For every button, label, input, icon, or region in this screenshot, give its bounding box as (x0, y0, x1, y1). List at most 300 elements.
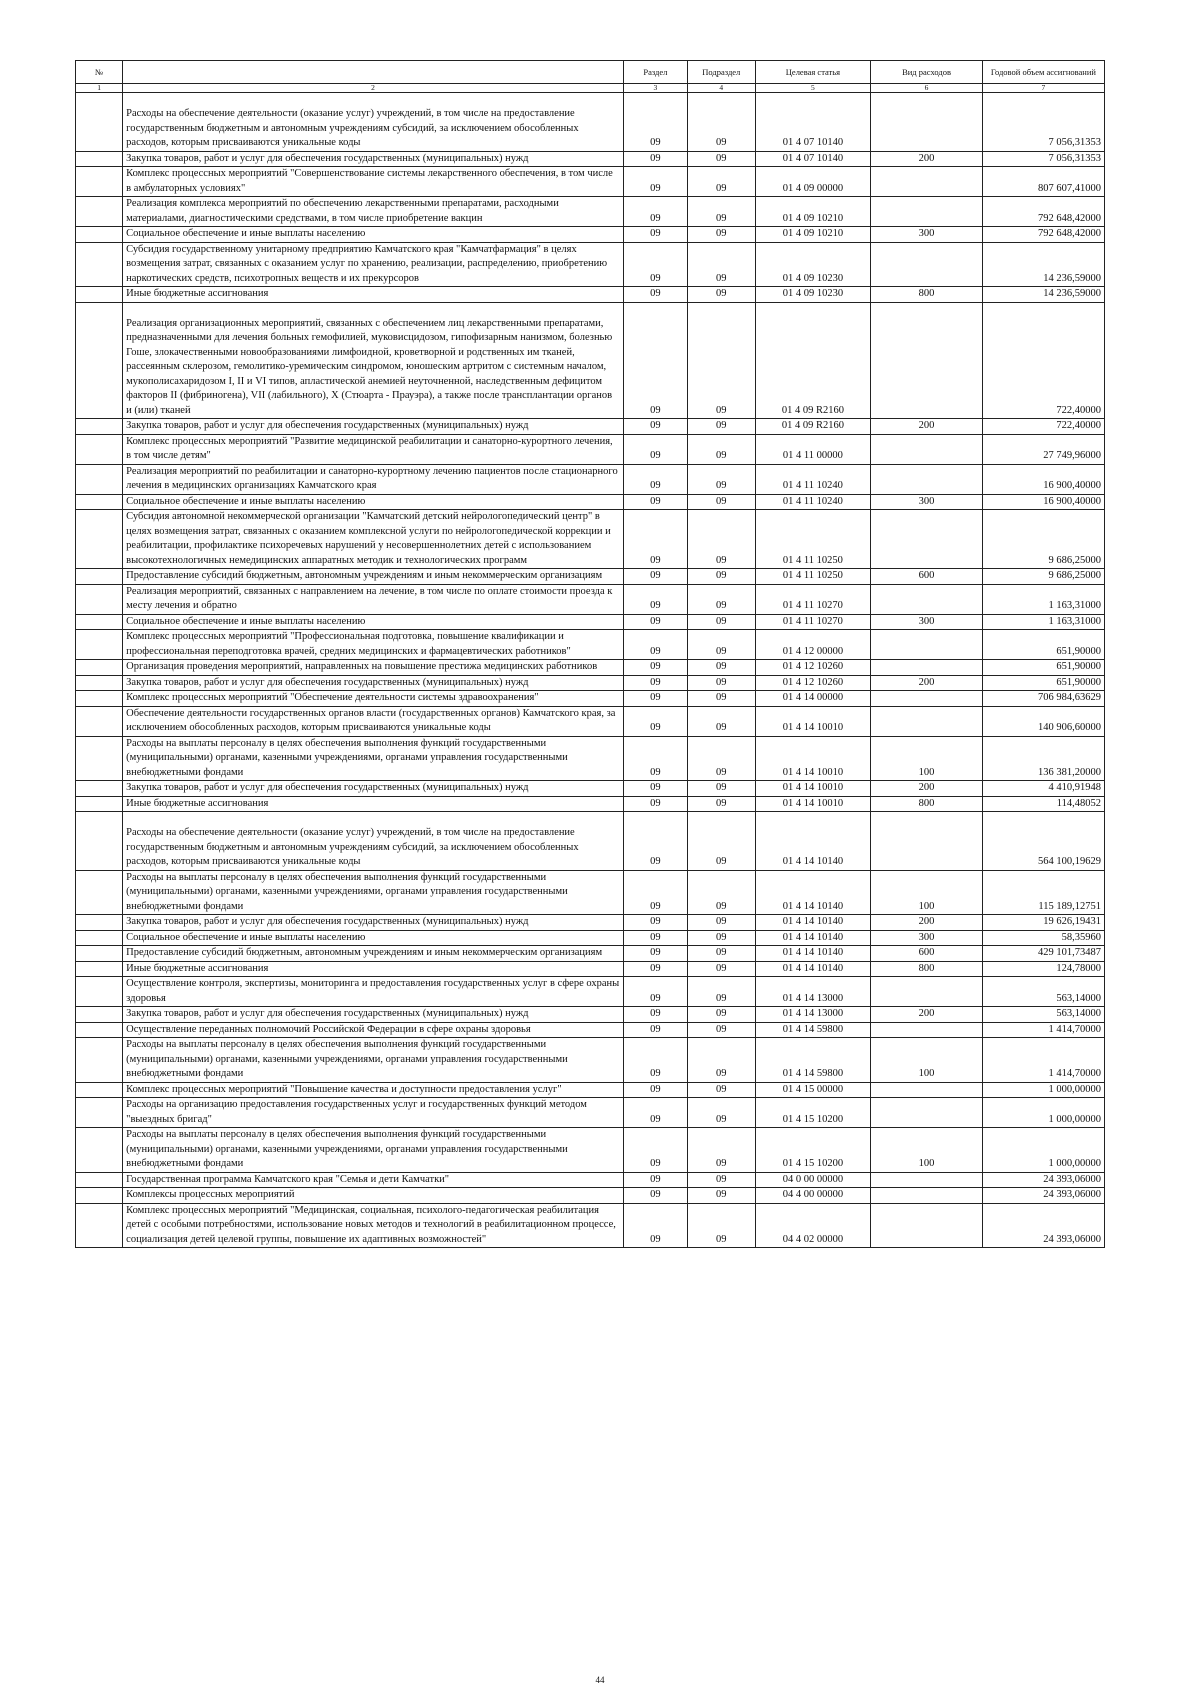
row-expense-type-cell: 300 (871, 494, 982, 510)
row-number-cell (76, 781, 123, 797)
row-section-cell: 09 (623, 706, 687, 736)
row-name-cell: Закупка товаров, работ и услуг для обеспечения государственных (муниципальных) нужд (123, 151, 624, 167)
row-amount-cell: 14 236,59000 (982, 242, 1104, 287)
row-expense-type-cell: 800 (871, 287, 982, 303)
row-expense-type-cell (871, 660, 982, 676)
table-row (76, 660, 1105, 676)
row-section-cell: 09 (623, 197, 687, 227)
row-expense-type-cell (871, 1172, 982, 1188)
row-number-cell (76, 930, 123, 946)
row-name-cell: Реализация организационных мероприятий, связанных с обеспечением лиц лекарственными препаратами, предназначенными для лечения больных гемофилией, муковисцидозом, гипофизарным нанизмом, болезнью Гоше, злокачественными новообразованиями лимфоидной, кроветворной и родственных им тканей, рассеянным склерозом, гемолитико-уремическим синдромом, юношеским артритом с системным началом, мукополисахаридозом I, II и VI типов, апластической анемией неуточненной, наследственным дефицитом факторов II (фибриногена), VII (лабильного), X (Стюарта - Прауэра), а также после трансплантации органов и (или) тканей (123, 302, 624, 419)
row-expense-type-cell: 200 (871, 915, 982, 931)
row-target-cell: 01 4 14 10140 (755, 870, 871, 915)
row-section-cell: 09 (623, 1038, 687, 1083)
row-number-cell (76, 1172, 123, 1188)
row-subsection-cell: 09 (688, 614, 756, 630)
row-amount-cell: 7 056,31353 (982, 151, 1104, 167)
row-section-cell: 09 (623, 915, 687, 931)
row-amount-cell: 564 100,19629 (982, 812, 1104, 871)
column-number: 2 (123, 84, 624, 93)
row-subsection-cell: 09 (688, 584, 756, 614)
row-expense-type-cell (871, 977, 982, 1007)
row-name-cell: Расходы на выплаты персоналу в целях обеспечения выполнения функций государственными (муниципальными) органами, казенными учреждениями, органами управления государственными внебюджетными фондами (123, 1128, 624, 1173)
column-number: 1 (76, 84, 123, 93)
row-name-cell: Закупка товаров, работ и услуг для обеспечения государственных (муниципальных) нужд (123, 675, 624, 691)
row-number-cell (76, 151, 123, 167)
row-target-cell: 01 4 14 00000 (755, 691, 871, 707)
table-row (76, 781, 1105, 797)
row-expense-type-cell (871, 510, 982, 569)
row-name-cell: Социальное обеспечение и иные выплаты населению (123, 494, 624, 510)
row-name-cell: Комплекс процессных мероприятий "Медицинская, социальная, психолого-педагогическая реабилитация детей с особыми потребностями, использование новых методов и технологий в реабилитационном процессе, социализация детей целевой группы, повышение их адаптивных возможностей" (123, 1203, 624, 1248)
row-target-cell: 01 4 11 10270 (755, 584, 871, 614)
row-name-cell: Расходы на выплаты персоналу в целях обеспечения выполнения функций государственными (муниципальными) органами, казенными учреждениями, органами управления государственными внебюджетными фондами (123, 736, 624, 781)
row-amount-cell: 114,48052 (982, 796, 1104, 812)
row-section-cell: 09 (623, 302, 687, 419)
row-expense-type-cell (871, 630, 982, 660)
row-section-cell: 09 (623, 660, 687, 676)
row-expense-type-cell: 800 (871, 961, 982, 977)
row-name-cell: Реализация мероприятий, связанных с направлением на лечение, в том числе по оплате стоимости проезда к месту лечения и обратно (123, 584, 624, 614)
row-expense-type-cell (871, 706, 982, 736)
table-row (76, 1038, 1105, 1083)
header-num: № (76, 61, 123, 84)
header-name (123, 61, 624, 84)
table-row (76, 434, 1105, 464)
row-target-cell: 01 4 11 10250 (755, 569, 871, 585)
row-amount-cell: 19 626,19431 (982, 915, 1104, 931)
row-target-cell: 01 4 12 00000 (755, 630, 871, 660)
row-number-cell (76, 494, 123, 510)
row-subsection-cell: 09 (688, 1128, 756, 1173)
row-subsection-cell: 09 (688, 630, 756, 660)
row-amount-cell: 563,14000 (982, 977, 1104, 1007)
row-target-cell: 01 4 07 10140 (755, 93, 871, 152)
row-subsection-cell: 09 (688, 691, 756, 707)
row-number-cell (76, 302, 123, 419)
row-amount-cell: 24 393,06000 (982, 1188, 1104, 1204)
row-number-cell (76, 736, 123, 781)
row-subsection-cell: 09 (688, 1188, 756, 1204)
row-name-cell: Реализация комплекса мероприятий по обеспечению лекарственными препаратами, расходными материалами, диагностическими средствами, в том числе приобретение вакцин (123, 197, 624, 227)
header-expense-type: Вид расходов (871, 61, 982, 84)
table-row (76, 706, 1105, 736)
row-name-cell: Обеспечение деятельности государственных органов власти (государственных органов) Камчатского края, за исключением обособленных расходов, которым присваиваются уникальные коды (123, 706, 624, 736)
table-row (76, 302, 1105, 419)
row-expense-type-cell (871, 197, 982, 227)
row-target-cell: 01 4 14 13000 (755, 977, 871, 1007)
row-amount-cell: 9 686,25000 (982, 569, 1104, 585)
row-name-cell: Иные бюджетные ассигнования (123, 287, 624, 303)
row-subsection-cell: 09 (688, 1172, 756, 1188)
row-section-cell: 09 (623, 630, 687, 660)
row-target-cell: 01 4 14 10140 (755, 930, 871, 946)
row-name-cell: Закупка товаров, работ и услуг для обеспечения государственных (муниципальных) нужд (123, 1007, 624, 1023)
row-number-cell (76, 1203, 123, 1248)
row-subsection-cell: 09 (688, 227, 756, 243)
row-expense-type-cell: 200 (871, 1007, 982, 1023)
row-amount-cell: 27 749,96000 (982, 434, 1104, 464)
table-row (76, 614, 1105, 630)
row-name-cell: Расходы на выплаты персоналу в целях обеспечения выполнения функций государственными (муниципальными) органами, казенными учреждениями, органами управления государственными внебюджетными фондами (123, 870, 624, 915)
table-row (76, 691, 1105, 707)
row-number-cell (76, 1188, 123, 1204)
table-row (76, 494, 1105, 510)
row-amount-cell: 792 648,42000 (982, 227, 1104, 243)
table-row (76, 1172, 1105, 1188)
row-name-cell: Комплексы процессных мероприятий (123, 1188, 624, 1204)
row-number-cell (76, 614, 123, 630)
header-section: Раздел (623, 61, 687, 84)
row-amount-cell: 14 236,59000 (982, 287, 1104, 303)
row-expense-type-cell (871, 691, 982, 707)
row-name-cell: Иные бюджетные ассигнования (123, 961, 624, 977)
row-subsection-cell: 09 (688, 870, 756, 915)
row-subsection-cell: 09 (688, 1082, 756, 1098)
row-subsection-cell: 09 (688, 961, 756, 977)
row-number-cell (76, 510, 123, 569)
row-subsection-cell: 09 (688, 915, 756, 931)
row-section-cell: 09 (623, 796, 687, 812)
row-target-cell: 01 4 12 10260 (755, 660, 871, 676)
page-number: 44 (595, 1675, 605, 1685)
row-expense-type-cell: 100 (871, 1038, 982, 1083)
table-row (76, 915, 1105, 931)
row-amount-cell: 24 393,06000 (982, 1172, 1104, 1188)
table-row (76, 961, 1105, 977)
table-row (76, 1098, 1105, 1128)
table-row (76, 870, 1105, 915)
row-subsection-cell: 09 (688, 93, 756, 152)
header-target: Целевая статья (755, 61, 871, 84)
row-section-cell: 09 (623, 167, 687, 197)
row-expense-type-cell: 200 (871, 151, 982, 167)
row-amount-cell: 429 101,73487 (982, 946, 1104, 962)
row-target-cell: 01 4 11 10240 (755, 494, 871, 510)
row-section-cell: 09 (623, 736, 687, 781)
table-row (76, 930, 1105, 946)
row-subsection-cell: 09 (688, 419, 756, 435)
row-amount-cell: 24 393,06000 (982, 1203, 1104, 1248)
row-section-cell: 09 (623, 1172, 687, 1188)
row-target-cell: 01 4 11 00000 (755, 434, 871, 464)
column-number: 6 (871, 84, 982, 93)
row-name-cell: Социальное обеспечение и иные выплаты населению (123, 614, 624, 630)
row-expense-type-cell (871, 1203, 982, 1248)
row-section-cell: 09 (623, 510, 687, 569)
table-row (76, 584, 1105, 614)
table-row (76, 419, 1105, 435)
row-target-cell: 01 4 09 00000 (755, 167, 871, 197)
row-section-cell: 09 (623, 93, 687, 152)
row-subsection-cell: 09 (688, 796, 756, 812)
row-expense-type-cell (871, 302, 982, 419)
row-expense-type-cell: 600 (871, 569, 982, 585)
row-target-cell: 01 4 14 10010 (755, 736, 871, 781)
row-subsection-cell: 09 (688, 510, 756, 569)
row-target-cell: 01 4 14 59800 (755, 1038, 871, 1083)
row-name-cell: Комплекс процессных мероприятий "Повышение качества и доступности предоставления услуг" (123, 1082, 624, 1098)
row-section-cell: 09 (623, 1022, 687, 1038)
row-number-cell (76, 915, 123, 931)
row-amount-cell: 722,40000 (982, 302, 1104, 419)
row-target-cell: 01 4 15 10200 (755, 1098, 871, 1128)
table-row (76, 197, 1105, 227)
row-section-cell: 09 (623, 419, 687, 435)
row-amount-cell: 9 686,25000 (982, 510, 1104, 569)
row-expense-type-cell: 800 (871, 796, 982, 812)
row-subsection-cell: 09 (688, 660, 756, 676)
row-number-cell (76, 706, 123, 736)
row-target-cell: 04 4 00 00000 (755, 1188, 871, 1204)
row-expense-type-cell (871, 812, 982, 871)
row-target-cell: 01 4 12 10260 (755, 675, 871, 691)
row-target-cell: 01 4 14 10010 (755, 781, 871, 797)
row-number-cell (76, 812, 123, 871)
table-row (76, 569, 1105, 585)
row-number-cell (76, 434, 123, 464)
row-number-cell (76, 870, 123, 915)
table-row (76, 1082, 1105, 1098)
row-section-cell: 09 (623, 242, 687, 287)
row-amount-cell: 651,90000 (982, 630, 1104, 660)
row-amount-cell: 1 000,00000 (982, 1098, 1104, 1128)
row-expense-type-cell (871, 1082, 982, 1098)
row-target-cell: 01 4 09 R2160 (755, 419, 871, 435)
row-target-cell: 01 4 14 13000 (755, 1007, 871, 1023)
row-number-cell (76, 1082, 123, 1098)
header-volume: Годовой объем ассигнований (982, 61, 1104, 84)
row-name-cell: Субсидия автономной некоммерческой организации "Камчатский детский нейрологопедический центр" в целях возмещения затрат, связанных с оказанием комплексной услуги по нейрологопедической коррекции и реабилитации, профилактике психоречевых нарушений у несовершеннолетних детей с использованием высокотехнологичных немедицинских аппаратных методик и технологических программ (123, 510, 624, 569)
row-number-cell (76, 1007, 123, 1023)
column-number: 5 (755, 84, 871, 93)
row-name-cell: Социальное обеспечение и иные выплаты населению (123, 227, 624, 243)
row-name-cell: Расходы на выплаты персоналу в целях обеспечения выполнения функций государственными (муниципальными) органами, казенными учреждениями, органами управления государственными внебюджетными фондами (123, 1038, 624, 1083)
row-target-cell: 01 4 07 10140 (755, 151, 871, 167)
row-number-cell (76, 630, 123, 660)
row-target-cell: 01 4 09 R2160 (755, 302, 871, 419)
row-target-cell: 01 4 09 10210 (755, 227, 871, 243)
row-expense-type-cell: 100 (871, 870, 982, 915)
row-target-cell: 01 4 14 10140 (755, 961, 871, 977)
row-section-cell: 09 (623, 287, 687, 303)
row-section-cell: 09 (623, 1188, 687, 1204)
row-number-cell (76, 167, 123, 197)
row-number-cell (76, 227, 123, 243)
row-name-cell: Закупка товаров, работ и услуг для обеспечения государственных (муниципальных) нужд (123, 781, 624, 797)
row-section-cell: 09 (623, 930, 687, 946)
row-amount-cell: 1 163,31000 (982, 614, 1104, 630)
row-number-cell (76, 93, 123, 152)
row-subsection-cell: 09 (688, 812, 756, 871)
row-name-cell: Расходы на обеспечение деятельности (оказание услуг) учреждений, в том числе на предоставление государственным бюджетным и автономным учреждениям субсидий, за исключением обособленных расходов, которым присваиваются уникальные коды (123, 812, 624, 871)
table-row (76, 1188, 1105, 1204)
row-name-cell: Предоставление субсидий бюджетным, автономным учреждениям и иным некоммерческим организациям (123, 569, 624, 585)
row-section-cell: 09 (623, 227, 687, 243)
row-section-cell: 09 (623, 151, 687, 167)
row-name-cell: Комплекс процессных мероприятий "Профессиональная подготовка, повышение квалификации и профессиональная переподготовка врачей, средних медицинских и фармацевтических работников" (123, 630, 624, 660)
row-name-cell: Социальное обеспечение и иные выплаты населению (123, 930, 624, 946)
row-subsection-cell: 09 (688, 977, 756, 1007)
row-section-cell: 09 (623, 569, 687, 585)
row-target-cell: 01 4 11 10240 (755, 464, 871, 494)
row-section-cell: 09 (623, 946, 687, 962)
row-subsection-cell: 09 (688, 675, 756, 691)
row-number-cell (76, 197, 123, 227)
row-target-cell: 01 4 09 10230 (755, 242, 871, 287)
table-row (76, 796, 1105, 812)
row-number-cell (76, 796, 123, 812)
row-name-cell: Расходы на организацию предоставления государственных услуг и государственных функций методом "выездных бригад" (123, 1098, 624, 1128)
row-subsection-cell: 09 (688, 464, 756, 494)
row-amount-cell: 1 414,70000 (982, 1022, 1104, 1038)
row-name-cell: Государственная программа Камчатского края "Семья и дети Камчатки" (123, 1172, 624, 1188)
row-expense-type-cell: 100 (871, 1128, 982, 1173)
table-row (76, 510, 1105, 569)
row-target-cell: 01 4 14 10010 (755, 796, 871, 812)
row-number-cell (76, 675, 123, 691)
table-row (76, 630, 1105, 660)
row-number-cell (76, 1098, 123, 1128)
row-expense-type-cell: 200 (871, 781, 982, 797)
header-subsection: Подраздел (688, 61, 756, 84)
row-number-cell (76, 419, 123, 435)
row-section-cell: 09 (623, 614, 687, 630)
row-amount-cell: 792 648,42000 (982, 197, 1104, 227)
row-section-cell: 09 (623, 584, 687, 614)
row-amount-cell: 1 414,70000 (982, 1038, 1104, 1083)
row-amount-cell: 4 410,91948 (982, 781, 1104, 797)
row-target-cell: 01 4 11 10250 (755, 510, 871, 569)
table-row (76, 1007, 1105, 1023)
row-expense-type-cell (871, 242, 982, 287)
row-name-cell: Субсидия государственному унитарному предприятию Камчатского края "Камчатфармация" в целях возмещения затрат, связанных с оказанием услуг по хранению, реализации, распределению, приобретению наркотических средств, психотропных веществ и их прекурсоров (123, 242, 624, 287)
row-target-cell: 01 4 09 10230 (755, 287, 871, 303)
row-target-cell: 01 4 15 00000 (755, 1082, 871, 1098)
table-row (76, 812, 1105, 871)
row-amount-cell: 115 189,12751 (982, 870, 1104, 915)
row-amount-cell: 16 900,40000 (982, 464, 1104, 494)
row-name-cell: Комплекс процессных мероприятий "Обеспечение деятельности системы здравоохранения" (123, 691, 624, 707)
table-row (76, 93, 1105, 152)
row-amount-cell: 1 163,31000 (982, 584, 1104, 614)
row-subsection-cell: 09 (688, 706, 756, 736)
row-expense-type-cell: 300 (871, 930, 982, 946)
row-section-cell: 09 (623, 870, 687, 915)
row-amount-cell: 136 381,20000 (982, 736, 1104, 781)
row-name-cell: Осуществление переданных полномочий Российской Федерации в сфере охраны здоровья (123, 1022, 624, 1038)
row-expense-type-cell (871, 584, 982, 614)
row-expense-type-cell: 300 (871, 227, 982, 243)
row-name-cell: Предоставление субсидий бюджетным, автономным учреждениям и иным некоммерческим организациям (123, 946, 624, 962)
row-amount-cell: 58,35960 (982, 930, 1104, 946)
row-subsection-cell: 09 (688, 1022, 756, 1038)
row-number-cell (76, 946, 123, 962)
row-subsection-cell: 09 (688, 167, 756, 197)
row-number-cell (76, 977, 123, 1007)
row-subsection-cell: 09 (688, 1098, 756, 1128)
row-number-cell (76, 584, 123, 614)
table-row (76, 167, 1105, 197)
row-section-cell: 09 (623, 464, 687, 494)
row-target-cell: 04 0 00 00000 (755, 1172, 871, 1188)
row-expense-type-cell: 300 (871, 614, 982, 630)
row-target-cell: 01 4 14 10140 (755, 915, 871, 931)
row-section-cell: 09 (623, 1082, 687, 1098)
row-expense-type-cell (871, 464, 982, 494)
table-row (76, 1022, 1105, 1038)
row-expense-type-cell: 200 (871, 675, 982, 691)
table-row (76, 736, 1105, 781)
row-name-cell: Комплекс процессных мероприятий "Совершенствование системы лекарственного обеспечения, в том числе в амбулаторных условиях" (123, 167, 624, 197)
column-number: 4 (688, 84, 756, 93)
row-expense-type-cell (871, 1022, 982, 1038)
row-name-cell: Осуществление контроля, экспертизы, мониторинга и предоставления государственных услуг в сфере охраны здоровья (123, 977, 624, 1007)
row-section-cell: 09 (623, 1098, 687, 1128)
row-number-cell (76, 1128, 123, 1173)
row-section-cell: 09 (623, 1007, 687, 1023)
row-amount-cell: 722,40000 (982, 419, 1104, 435)
row-amount-cell: 807 607,41000 (982, 167, 1104, 197)
row-target-cell: 01 4 14 10140 (755, 812, 871, 871)
table-row (76, 242, 1105, 287)
row-amount-cell: 1 000,00000 (982, 1128, 1104, 1173)
row-subsection-cell: 09 (688, 197, 756, 227)
column-number: 7 (982, 84, 1104, 93)
row-subsection-cell: 09 (688, 1038, 756, 1083)
row-number-cell (76, 691, 123, 707)
row-expense-type-cell (871, 1098, 982, 1128)
row-expense-type-cell: 600 (871, 946, 982, 962)
row-section-cell: 09 (623, 1128, 687, 1173)
row-subsection-cell: 09 (688, 1007, 756, 1023)
row-section-cell: 09 (623, 781, 687, 797)
row-number-cell (76, 961, 123, 977)
budget-table (75, 60, 1105, 1248)
row-subsection-cell: 09 (688, 287, 756, 303)
row-amount-cell: 1 000,00000 (982, 1082, 1104, 1098)
column-number-row (76, 84, 1105, 93)
row-number-cell (76, 242, 123, 287)
row-section-cell: 09 (623, 691, 687, 707)
row-name-cell: Реализация мероприятий по реабилитации и санаторно-курортному лечению пациентов после стационарного лечения в медицинских организациях Камчатского края (123, 464, 624, 494)
row-subsection-cell: 09 (688, 930, 756, 946)
row-expense-type-cell (871, 434, 982, 464)
row-amount-cell: 124,78000 (982, 961, 1104, 977)
row-name-cell: Организация проведения мероприятий, направленных на повышение престижа медицинских работников (123, 660, 624, 676)
row-section-cell: 09 (623, 434, 687, 464)
row-number-cell (76, 1038, 123, 1083)
row-amount-cell: 16 900,40000 (982, 494, 1104, 510)
row-amount-cell: 651,90000 (982, 675, 1104, 691)
row-subsection-cell: 09 (688, 302, 756, 419)
row-number-cell (76, 1022, 123, 1038)
row-section-cell: 09 (623, 961, 687, 977)
row-target-cell: 01 4 14 10140 (755, 946, 871, 962)
row-expense-type-cell: 100 (871, 736, 982, 781)
row-subsection-cell: 09 (688, 781, 756, 797)
table-row (76, 464, 1105, 494)
row-subsection-cell: 09 (688, 494, 756, 510)
row-section-cell: 09 (623, 675, 687, 691)
table-row (76, 946, 1105, 962)
row-name-cell: Закупка товаров, работ и услуг для обеспечения государственных (муниципальных) нужд (123, 419, 624, 435)
row-amount-cell: 7 056,31353 (982, 93, 1104, 152)
row-amount-cell: 563,14000 (982, 1007, 1104, 1023)
row-amount-cell: 651,90000 (982, 660, 1104, 676)
row-name-cell: Расходы на обеспечение деятельности (оказание услуг) учреждений, в том числе на предоставление государственным бюджетным и автономным учреждениям субсидий, за исключением обособленных расходов, которым присваиваются уникальные коды (123, 93, 624, 152)
row-subsection-cell: 09 (688, 946, 756, 962)
